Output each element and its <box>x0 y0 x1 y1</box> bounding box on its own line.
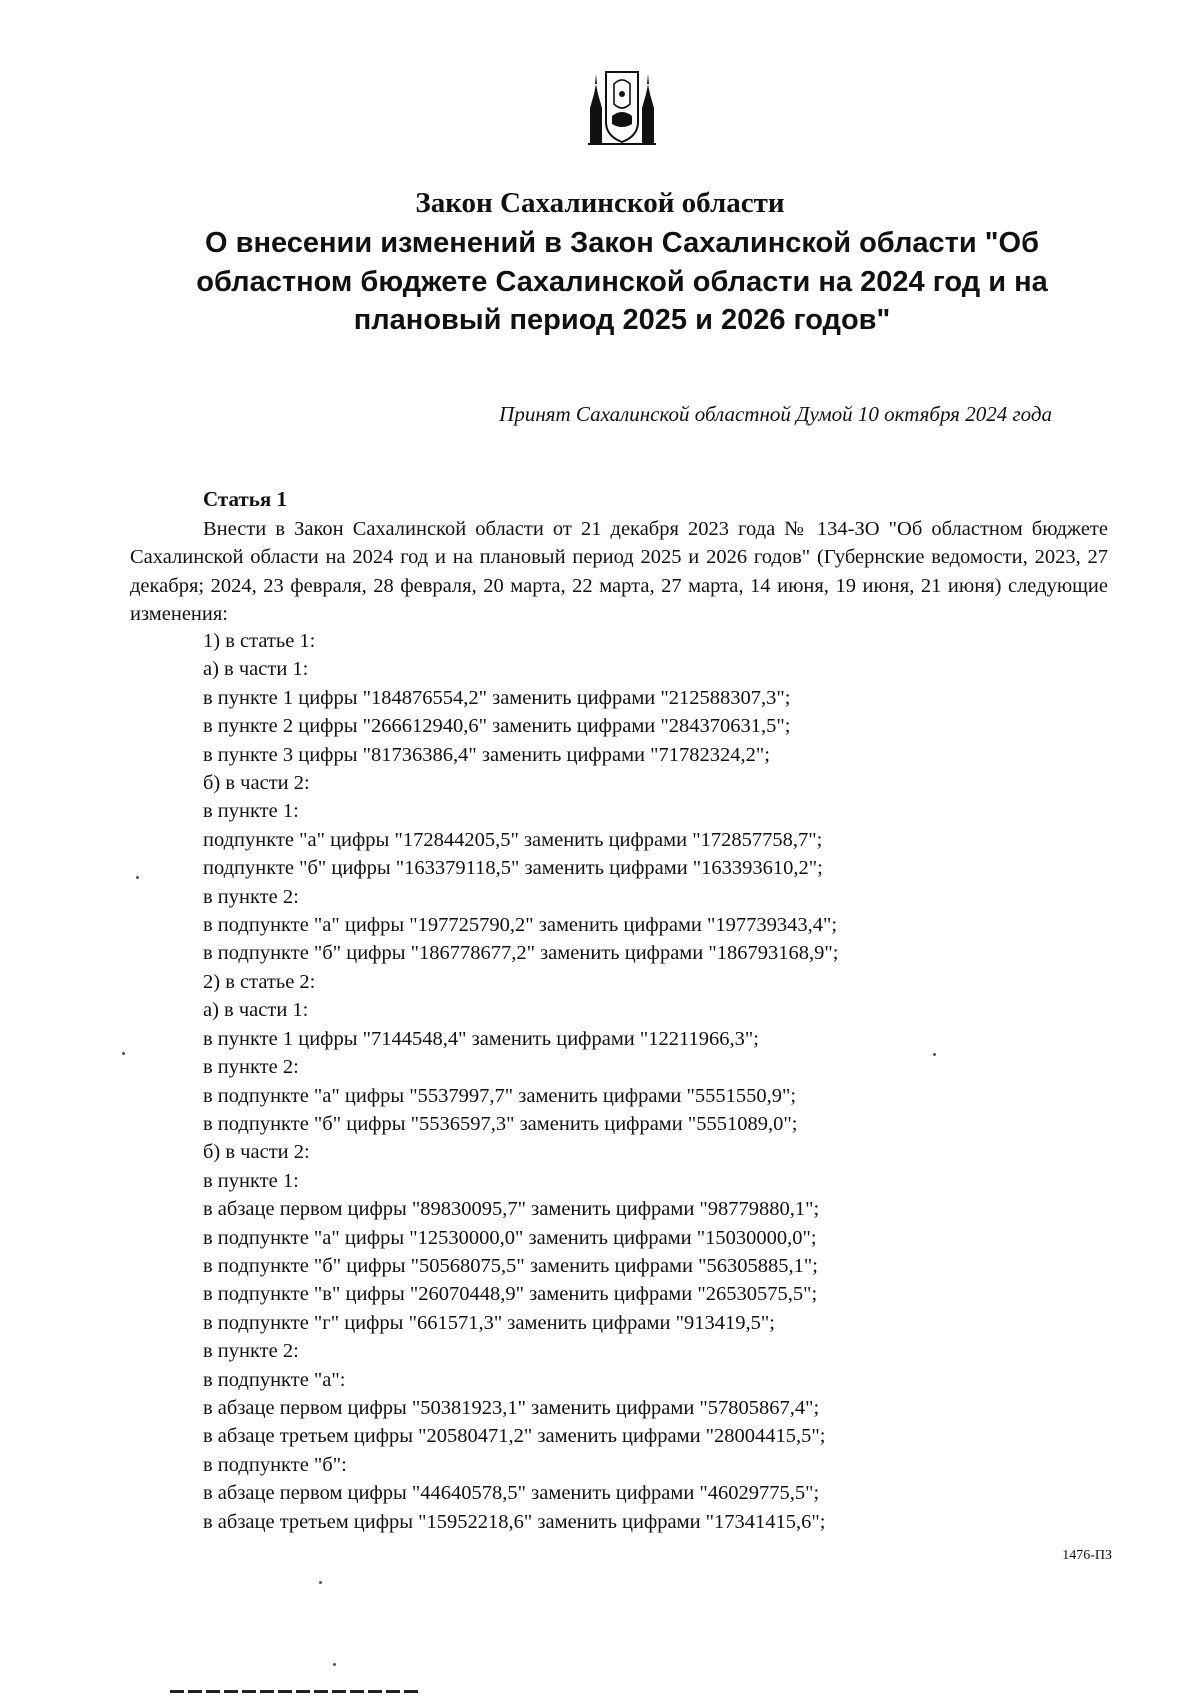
amendment-line: в абзаце третьем цифры "20580471,2" заменить цифрами "28004415,5"; <box>203 1425 826 1448</box>
amendment-line: в подпункте "г" цифры "661571,3" заменить цифрами "913419,5"; <box>203 1311 775 1334</box>
amendment-line: 2) в статье 2: <box>203 970 316 993</box>
amendment-line: подпункте "б" цифры "163379118,5" заменить цифрами "163393610,2"; <box>203 857 823 880</box>
amendment-line: 1) в статье 1: <box>203 630 316 652</box>
amendment-line: в пункте 1: <box>203 800 299 823</box>
amendment-line: подпункте "а" цифры "172844205,5" заменить цифрами "172857758,7"; <box>203 828 823 851</box>
scan-speck <box>333 1663 336 1666</box>
amendment-line: в пункте 2: <box>203 1056 299 1079</box>
amendment-line: в подпункте "а" цифры "5537997,7" заменить цифрами "5551550,9"; <box>203 1084 797 1107</box>
document-subtitle: О внесении изменений в Закон Сахалинской области "Об областном бюджете Сахалинской области на 2024 год и на плановый период 2025 и 2026 годов" <box>196 227 1048 336</box>
amendment-line: б) в части 2: <box>203 772 310 795</box>
footer-rule <box>170 1690 420 1693</box>
amendment-line: в пункте 2: <box>203 885 299 908</box>
amendment-line: в пункте 1: <box>203 1169 299 1192</box>
amendment-line: в подпункте "а" цифры "197725790,2" заменить цифрами "197739343,4"; <box>203 914 838 937</box>
amendment-list <box>203 627 1103 1536</box>
amendment-line: в абзаце первом цифры "89830095,7" заменить цифрами "98779880,1"; <box>203 1198 820 1221</box>
amendment-line: б) в части 2: <box>203 1141 310 1164</box>
amendment-line: в пункте 2: <box>203 1340 299 1363</box>
document-title: Закон Сахалинской области <box>415 187 785 219</box>
article-heading: Статья 1 <box>203 487 287 511</box>
amendment-line: в пункте 2 цифры "266612940,6" заменить цифрами "284370631,5"; <box>203 715 791 738</box>
amendment-line: в абзаце первом цифры "44640578,5" заменить цифрами "46029775,5"; <box>203 1482 820 1505</box>
adoption-note: Принят Сахалинской областной Думой 10 октября 2024 года <box>499 402 1052 426</box>
amendment-line: в подпункте "а": <box>203 1368 346 1391</box>
amendment-line: в абзаце третьем цифры "15952218,6" заменить цифрами "17341415,6"; <box>203 1510 826 1533</box>
article-intro: Внести в Закон Сахалинской области от 21 декабря 2023 года № 134-ЗО "Об областном бюджете Сахалинской области на 2024 год и на плановый период 2025 и 2026 годов" (Губернские ведомости, 2023, 27 декабря; 2024, 23 февраля, 28 февраля, 20 марта, 22 марта, 27 марта, 14 июня, 19 июня, 21 июня) следующие изменения: <box>130 518 1108 626</box>
scan-speck <box>319 1581 322 1584</box>
amendment-line: в подпункте "б" цифры "5536597,3" заменить цифрами "5551089,0"; <box>203 1112 798 1135</box>
amendment-line: в пункте 1 цифры "7144548,4" заменить цифрами "12211966,3"; <box>203 1027 759 1050</box>
amendment-line: в подпункте "в" цифры "26070448,9" заменить цифрами "26530575,5"; <box>203 1283 818 1306</box>
amendment-line: а) в части 1: <box>203 658 309 681</box>
amendment-line: а) в части 1: <box>203 999 309 1022</box>
amendment-line: в подпункте "б": <box>203 1453 347 1476</box>
amendment-line: в подпункте "а" цифры "12530000,0" заменить цифрами "15030000,0"; <box>203 1226 817 1249</box>
scan-speck <box>933 1053 936 1056</box>
coat-of-arms-icon <box>584 64 660 146</box>
amendment-line: в подпункте "б" цифры "186778677,2" заменить цифрами "186793168,9"; <box>203 942 839 965</box>
amendment-line: в пункте 1 цифры "184876554,2" заменить цифрами "212588307,3"; <box>203 686 791 709</box>
amendment-line: в абзаце первом цифры "50381923,1" заменить цифрами "57805867,4"; <box>203 1396 820 1419</box>
scan-speck <box>122 1052 125 1055</box>
scan-speck <box>136 876 139 879</box>
page-code: 1476-ПЗ <box>1062 1548 1112 1563</box>
amendment-line: в пункте 3 цифры "81736386,4" заменить цифрами "71782324,2"; <box>203 743 770 766</box>
amendment-line: в подпункте "б" цифры "50568075,5" заменить цифрами "56305885,1"; <box>203 1254 818 1277</box>
